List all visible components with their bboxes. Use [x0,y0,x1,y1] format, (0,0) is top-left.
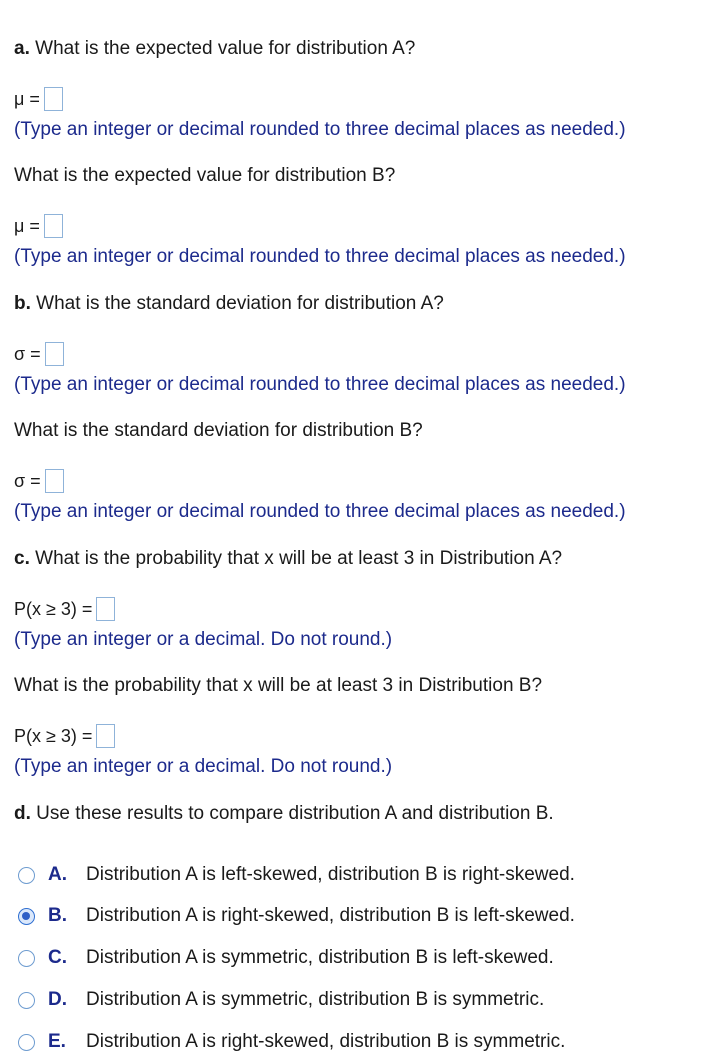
question-text: What is the probability that x will be at least 3 in Distribution A? [35,548,563,569]
option-d[interactable] [18,989,544,1011]
radio-button[interactable] [18,992,35,1009]
hint-text: (Type an integer or a decimal. Do not round.) [14,756,393,777]
answer-row-prob-a [14,596,115,622]
option-letter: D. [48,989,67,1010]
option-letter: B. [48,905,67,926]
option-b[interactable] [18,905,575,927]
option-text: Distribution A is right-skewed, distribution B is left-skewed. [86,905,575,926]
option-letter: C. [48,947,67,968]
part-letter: c. [14,548,30,569]
question-b-dist-a [14,292,444,316]
option-text: Distribution A is right-skewed, distribution B is symmetric. [86,1031,566,1052]
hint-text: (Type an integer or a decimal. Do not round.) [14,629,393,650]
question-text: What is the expected value for distribution A? [35,38,416,59]
option-a[interactable] [18,864,575,886]
question-c-dist-b: What is the probability that x will be at least 3 in Distribution B? [14,675,543,696]
option-e[interactable] [18,1031,565,1053]
sigma-symbol: σ = [14,471,41,491]
hint-text: (Type an integer or decimal rounded to three decimal places as needed.) [14,501,626,522]
hint-text: (Type an integer or decimal rounded to three decimal places as needed.) [14,119,626,140]
answer-row-mu-a [14,86,63,112]
mu-b-input[interactable] [44,214,63,238]
option-letter: A. [48,864,67,885]
answer-row-mu-b [14,213,63,239]
radio-button[interactable] [18,867,35,884]
probability-symbol: P(x ≥ 3) = [14,726,93,746]
answer-row-sigma-a [14,341,64,367]
hint-text: (Type an integer or decimal rounded to three decimal places as needed.) [14,374,626,395]
question-c-dist-a [14,547,562,571]
hint-text: (Type an integer or decimal rounded to three decimal places as needed.) [14,246,626,267]
question-d [14,802,554,826]
prob-b-input[interactable] [96,724,115,748]
sigma-b-input[interactable] [45,469,64,493]
option-text: Distribution A is symmetric, distribution B is left-skewed. [86,947,554,968]
sigma-symbol: σ = [14,344,41,364]
radio-button[interactable] [18,950,35,967]
question-a-dist-a [14,37,415,61]
part-letter: a. [14,38,30,59]
question-b-dist-b: What is the standard deviation for distribution B? [14,420,423,441]
prob-a-input[interactable] [96,597,115,621]
option-letter: E. [48,1031,66,1052]
radio-button[interactable] [18,1034,35,1051]
question-text: What is the standard deviation for distribution A? [36,293,444,314]
option-text: Distribution A is left-skewed, distribution B is right-skewed. [86,864,575,885]
option-c[interactable] [18,947,554,969]
mu-a-input[interactable] [44,87,63,111]
option-text: Distribution A is symmetric, distribution B is symmetric. [86,989,545,1010]
mu-symbol: μ = [14,89,40,109]
question-a-dist-b: What is the expected value for distribution B? [14,165,396,186]
probability-symbol: P(x ≥ 3) = [14,599,93,619]
part-letter: d. [14,803,31,824]
sigma-a-input[interactable] [45,342,64,366]
answer-row-prob-b [14,723,115,749]
mu-symbol: μ = [14,216,40,236]
answer-row-sigma-b [14,468,64,494]
question-text: Use these results to compare distribution A and distribution B. [36,803,554,824]
radio-button-selected[interactable] [18,908,35,925]
part-letter: b. [14,293,31,314]
